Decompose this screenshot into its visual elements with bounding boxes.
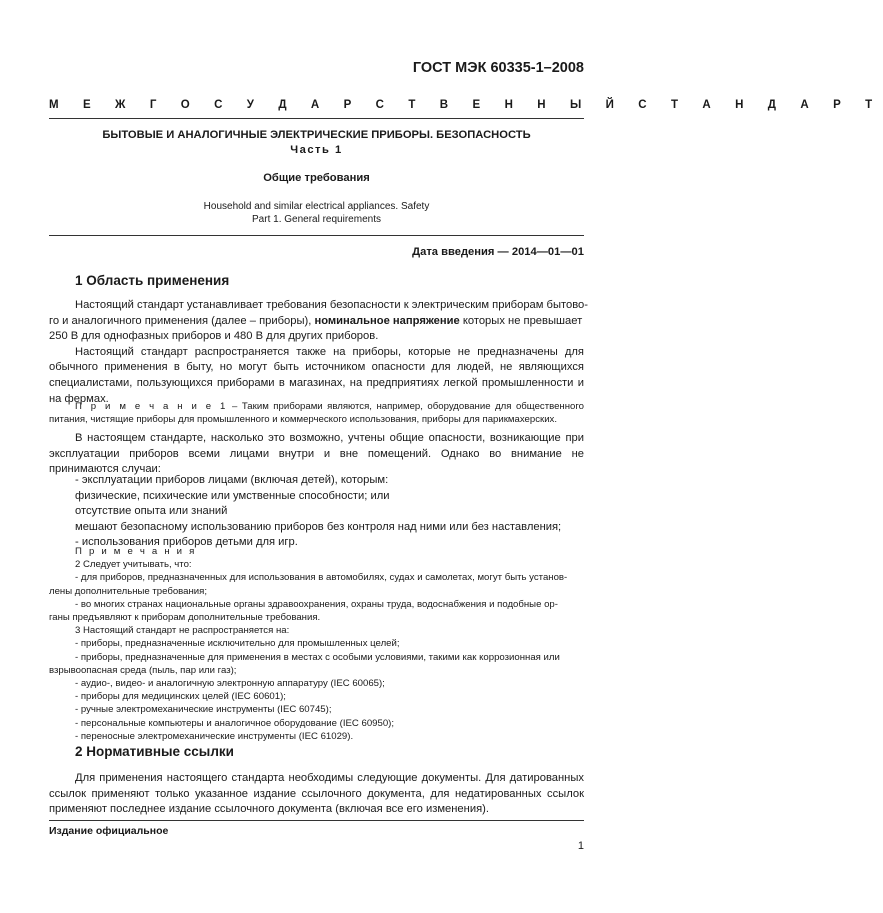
list-item: - использования приборов детьми для игр. [75, 536, 298, 549]
interstate-standard-banner: М Е Ж Г О С У Д А Р С Т В Е Н Н Ы Й С Т А Н Д А Р Т [49, 99, 883, 111]
document-title: БЫТОВЫЕ И АНАЛОГИЧНЫЕ ЭЛЕКТРИЧЕСКИЕ ПРИБОРЫ. БЕЗОПАСНОСТЬ [102, 129, 531, 141]
paragraph-text: В настоящем стандарте, насколько это возможно, учтены общие опасности, возникающие при эксплуатации приборов всеми лицами внутри и вне помещений. Однако во внимание не принимаются случаи: [49, 432, 584, 476]
official-edition-label: Издание официальное [49, 825, 169, 837]
notes-block-cont-3 [49, 611, 584, 624]
note-line: - переносные электромеханические инструменты (IEC 61029). [75, 730, 354, 742]
note-line: ганы предъявляют к приборам дополнительные требования. [49, 612, 321, 623]
note-line: - для приборов, предназначенных для использования в автомобилях, судах и самолетах, могут быть установ- [75, 572, 568, 584]
list-item: мешают безопасному использованию приборов без контроля над ними или без наставления; [75, 520, 562, 533]
note-line: - во многих странах национальные органы здравоохранения, охраны труда, водоснабжения и подобные ор- [75, 598, 558, 610]
note-1-label: П р и м е ч а н и е 1 [75, 401, 228, 412]
note-1 [49, 400, 584, 426]
list-item: отсутствие опыта или знаний [75, 505, 228, 518]
section-1-paragraph-1-cont [49, 314, 584, 345]
page-number: 1 [577, 840, 584, 852]
section-1-paragraph-2 [49, 345, 584, 407]
title-rule [49, 235, 584, 236]
paragraph-text: Настоящий стандарт распространяется также на приборы, которые не предназначены для обычного применения в быту, но могут быть источником опасности для людей, не являющихся специалистами, пользующихся приборами в магазинах, на предприятиях легкой промышленности и на фермах. [49, 345, 584, 405]
english-title: Household and similar electrical appliances. Safety [203, 201, 430, 212]
note-line: - приборы, предназначенные для применения в местах с особыми условиями, такими как коррозионная или [75, 651, 560, 663]
notes-block-cont-2 [75, 598, 584, 611]
document-part: Часть 1 [290, 144, 343, 156]
footer-rule [49, 820, 584, 821]
text-line [49, 314, 584, 330]
gost-code: ГОСТ МЭК 60335-1–2008 [412, 60, 584, 76]
note-line: - персональные компьютеры и аналогичное оборудование (IEC 60950); [75, 717, 395, 729]
note-line: - ручные электромеханические инструменты (IEC 60745); [75, 704, 332, 716]
section-2-heading: 2 Нормативные ссылки [75, 744, 234, 759]
list-item: физические, психические или умственные способности; или [75, 489, 390, 502]
section-1-paragraph-1 [75, 298, 588, 314]
notes-block [75, 545, 584, 585]
note-line: 3 Настоящий стандарт не распространяется на: [75, 625, 290, 637]
text-span: го и аналогичного применения (далее – приборы), [49, 314, 315, 327]
note-line: - аудио-, видео- и аналогичную электронную аппаратуру (IEC 60065); [75, 678, 385, 689]
note-line: лены дополнительные требования; [49, 585, 208, 597]
section-1-heading: 1 Область применения [75, 273, 230, 288]
note-line: - приборы, предназначенные исключительно для промышленных целей; [75, 638, 400, 650]
note-line: - приборы для медицинских целей (IEC 60601); [75, 691, 286, 703]
section-1-paragraph-3 [49, 431, 584, 478]
list-item: - эксплуатации приборов лицами (включая детей), которым: [75, 474, 389, 486]
note-line: 2 Следует учитывать, что: [75, 559, 192, 571]
header-rule [49, 118, 584, 119]
notes-block-cont-6 [75, 677, 584, 743]
text-span: которых не превышает [459, 314, 583, 327]
notes-block-cont-5 [49, 664, 584, 677]
notes-block-cont-4 [75, 624, 584, 664]
document-subtitle: Общие требования [263, 172, 370, 184]
paragraph-text: Для применения настоящего стандарта необходимы следующие документы. Для датированных ссылок применяют только указанное издание ссылочного документа, для недатированных ссылок применяют последнее издание ссылочного документа (включая все его изменения). [49, 772, 584, 816]
english-part: Part 1. General requirements [252, 214, 381, 225]
term-rated-voltage: номинальное напряжение [314, 314, 460, 327]
section-2-paragraph-1 [49, 771, 584, 818]
note-line: взрывоопасная среда (пыль, пар или газ); [49, 664, 237, 676]
exclusions-list [75, 473, 584, 551]
text-line: 250 В для однофазных приборов и 480 В для других приборов. [49, 330, 379, 343]
notes-block-cont-1 [49, 585, 584, 598]
note-1-text: – Таким приборами являются, например, оборудование для общественного питания, чистящие приборы для промышленного и коммерческого использования, приборы для парикмахерских. [49, 401, 584, 426]
text-line: Настоящий стандарт устанавливает требования безопасности к электрическим приборам бытово- [75, 299, 588, 311]
notes-label: П р и м е ч а н и я [75, 546, 197, 557]
introduction-date: Дата введения — 2014—01—01 [412, 246, 584, 258]
